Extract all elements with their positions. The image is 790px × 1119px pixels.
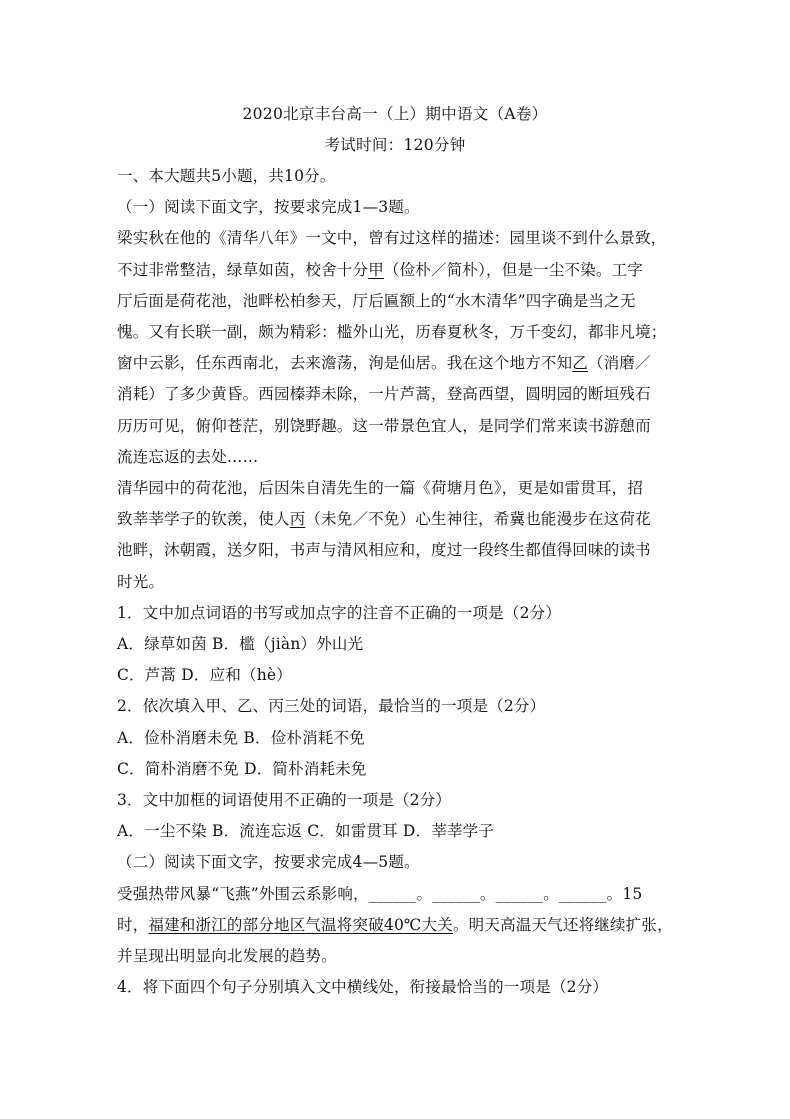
text-line: 一、本大题共5小题，共10分。 <box>117 167 336 185</box>
text-line: 2．依次填入甲、乙、丙三处的词语，最恰当的一项是（2分） <box>117 697 546 716</box>
text-segment: （未免／不免）心生神往，希冀也能漫步在这荷花 <box>305 510 651 529</box>
text-segment: （俭朴／简朴），但是一尘不染。工字 <box>383 260 644 279</box>
text-line <box>117 351 651 373</box>
text-line: 愧。又有长联一副，颇为精彩：槛外山光，历春夏秋冬，万千变幻，都非凡境； <box>117 323 667 341</box>
text-line: 清华园中的荷花池，后因朱自清先生的一篇《荷塘月色》，更是如雷贯耳，招 <box>117 479 644 497</box>
text-line: 时光。 <box>117 572 165 591</box>
text-line: A．俭朴消磨未免 B．俭朴消耗不免 <box>117 728 365 747</box>
text-line: 4．将下面四个句子分别填入文中横线处，衔接最恰当的一项是（2分） <box>117 978 609 997</box>
text-line: A．绿草如茵 B．槛（jiàn）外山光 <box>117 635 364 653</box>
text-line <box>117 913 673 935</box>
underlined-text: 甲 <box>368 260 384 279</box>
text-line: 3．文中加框的词语使用不正确的一项是（2分） <box>117 791 452 809</box>
underlined-text: 丙 <box>289 510 306 529</box>
text-line: 流连忘返的去处…… <box>117 447 259 466</box>
underlined-text: 福建和浙江的部分地区气温将突破40℃大关 <box>148 915 453 934</box>
text-segment: 窗中云影，任东西南北，去来澹荡，洵是仙居。我在这个地方不知 <box>117 354 573 373</box>
text-segment: 时， <box>117 915 149 934</box>
text-line: 受强热带风暴“飞燕”外围云系影响，______。______。______。______。15 <box>117 884 643 903</box>
text-line: 厅后面是荷花池，池畔松柏参天，厅后匾额上的“水木清华”四字确是当之无 <box>117 291 636 310</box>
text-segment: 致莘莘学子的钦羡，使人 <box>117 510 290 529</box>
text-line: A．一尘不染 B．流连忘返 C．如雷贯耳 D．莘莘学子 <box>117 822 495 841</box>
text-line: （二）阅读下面文字，按要求完成4—5题。 <box>117 853 420 872</box>
document-title: 2020北京丰台高一（上）期中语文（A卷） <box>242 105 548 123</box>
text-line: （一）阅读下面文字，按要求完成1—3题。 <box>117 198 420 217</box>
text-segment: 不过非常整洁，绿草如茵，校舍十分 <box>117 260 369 279</box>
text-line: 池畔，沐朝霞，送夕阳，书声与清风相应和，度过一段终生都值得回味的读书 <box>117 541 651 560</box>
text-segment: 。明天高温天气还将继续扩张， <box>452 915 673 934</box>
text-line: 并呈现出明显向北发展的趋势。 <box>117 947 337 965</box>
underlined-text: 乙 <box>572 354 589 373</box>
text-line <box>117 507 651 529</box>
text-line <box>117 258 643 280</box>
text-line: C．芦蒿 D．应和（hè） <box>117 666 292 685</box>
text-line: C．简朴消磨不免 D．简朴消耗未免 <box>117 759 367 778</box>
text-line: 1．文中加点词语的书写或加点字的注音不正确的一项是（2分） <box>117 603 562 622</box>
text-line: 历历可见，俯仰苍茫，别饶野趣。这一带景色宜人，是同学们常来读书游憩而 <box>117 416 651 435</box>
exam-time: 考试时间：120分钟 <box>324 136 466 154</box>
text-line: 梁实秋在他的《清华八年》一文中，曾有过这样的描述：园里谈不到什么景致， <box>117 229 667 248</box>
text-segment: （消磨／ <box>588 354 651 373</box>
text-line: 消耗）了多少黄昏。西园榛莽未除，一片芦蒿，登高西望，圆明园的断垣残石 <box>117 385 651 404</box>
